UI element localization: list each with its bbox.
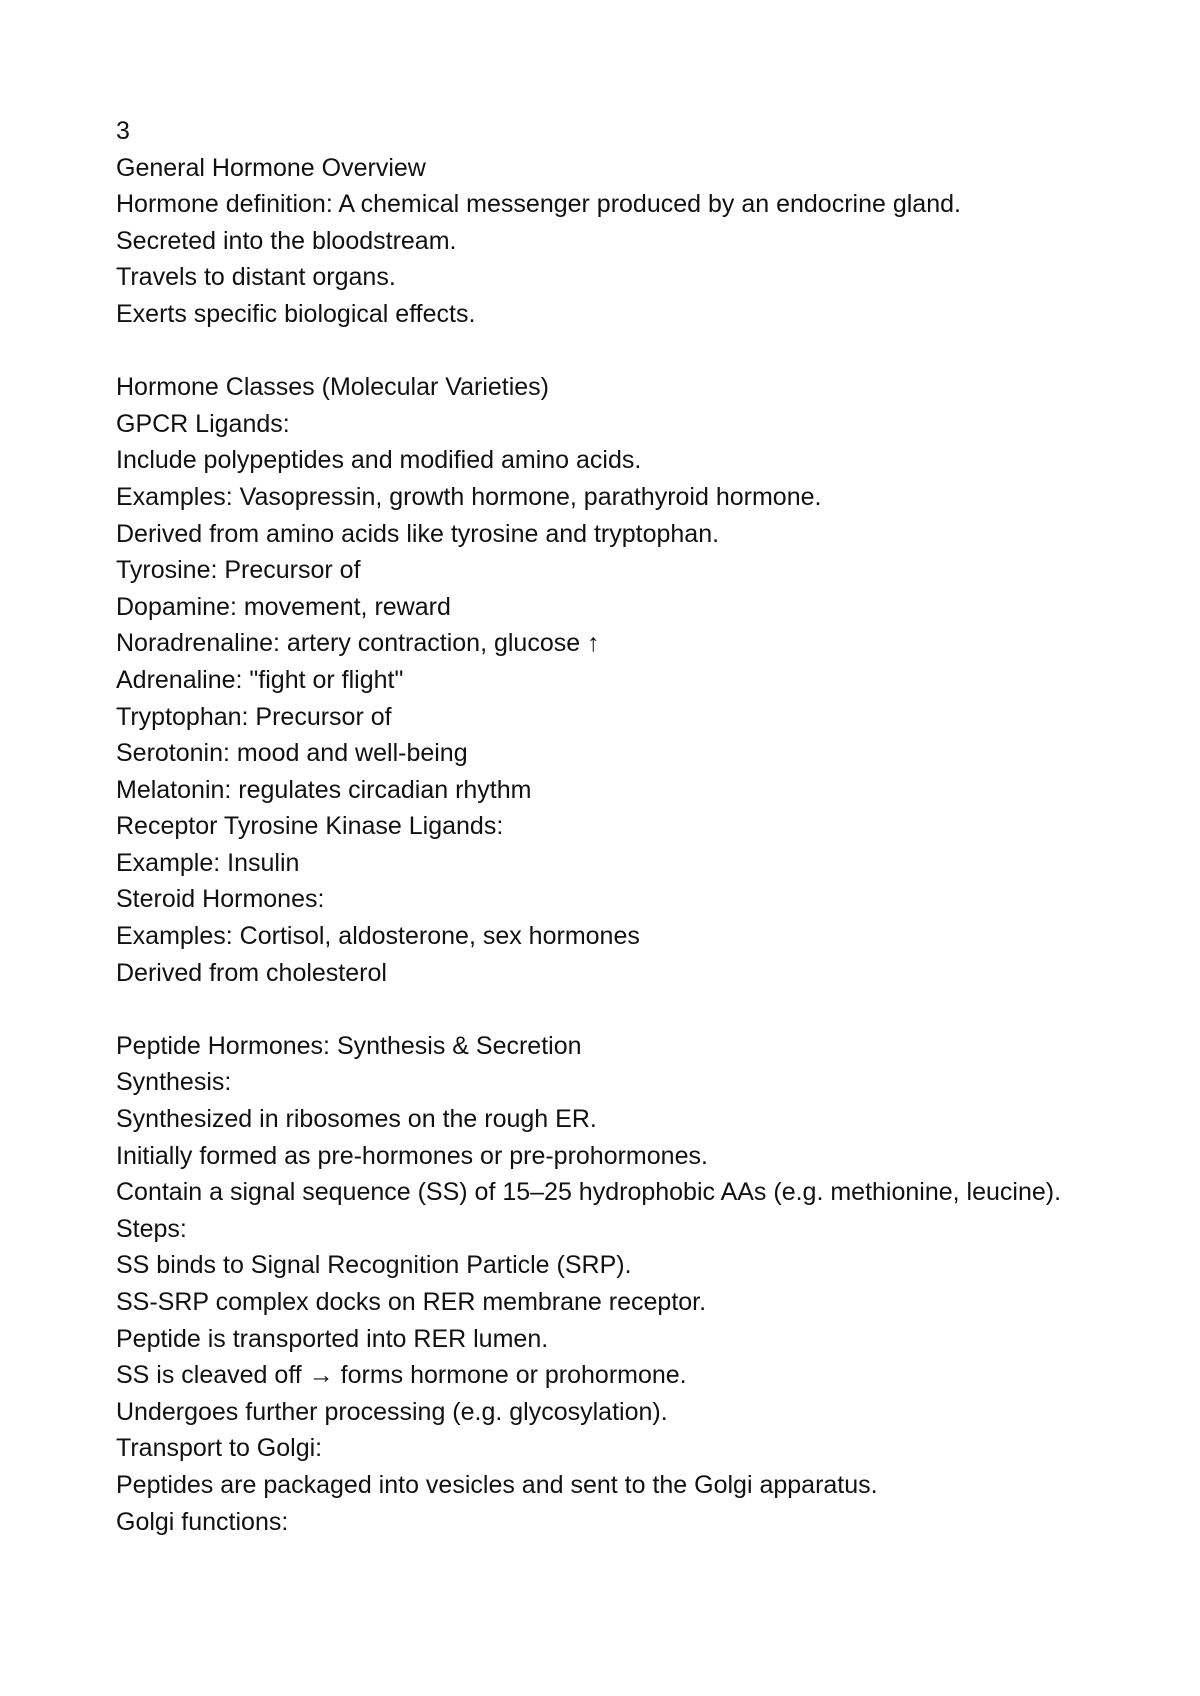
text-line: Noradrenaline: artery contraction, glucose ↑ xyxy=(116,629,600,658)
text-line: Melatonin: regulates circadian rhythm xyxy=(116,775,532,804)
text-line: Receptor Tyrosine Kinase Ligands: xyxy=(116,812,504,841)
text-line: Steroid Hormones: xyxy=(116,885,325,914)
text-line: Derived from cholesterol xyxy=(116,958,387,987)
section-heading-overview: General Hormone Overview xyxy=(116,153,426,182)
text-line: Transport to Golgi: xyxy=(116,1434,323,1463)
text-line: Examples: Cortisol, aldosterone, sex hormones xyxy=(116,922,640,951)
text-line: Peptide is transported into RER lumen. xyxy=(116,1324,549,1353)
text-line: Adrenaline: "fight or flight" xyxy=(116,665,404,694)
text-line: Synthesis: xyxy=(116,1068,232,1097)
text-line: Synthesized in ribosomes on the rough ER. xyxy=(116,1105,597,1134)
text-line: Undergoes further processing (e.g. glycosylation). xyxy=(116,1397,668,1426)
text-line: Dopamine: movement, reward xyxy=(116,592,451,621)
text-line: Tryptophan: Precursor of xyxy=(116,702,392,731)
text-line: Hormone definition: A chemical messenger produced by an endocrine gland. xyxy=(116,190,961,219)
text-line: Include polypeptides and modified amino acids. xyxy=(116,446,642,475)
section-heading-classes: Hormone Classes (Molecular Varieties) xyxy=(116,373,550,402)
text-line: Initially formed as pre-hormones or pre-prohormones. xyxy=(116,1141,708,1170)
text-line: Secreted into the bloodstream. xyxy=(116,226,457,255)
text-line: Derived from amino acids like tyrosine and tryptophan. xyxy=(116,519,720,548)
text-line: Contain a signal sequence (SS) of 15–25 hydrophobic AAs (e.g. methionine, leucine). xyxy=(116,1178,1062,1207)
text-line: Exerts specific biological effects. xyxy=(116,299,476,328)
text-line: SS-SRP complex docks on RER membrane receptor. xyxy=(116,1288,707,1316)
text-line: GPCR Ligands: xyxy=(116,409,290,438)
text-line: Serotonin: mood and well-being xyxy=(116,739,468,768)
document-body xyxy=(116,113,1096,1540)
text-line: Example: Insulin xyxy=(116,848,300,877)
text-line: SS binds to Signal Recognition Particle (SRP). xyxy=(116,1251,632,1280)
text-line: Tyrosine: Precursor of xyxy=(116,556,361,585)
page-number: 3 xyxy=(116,117,130,145)
text-line: Examples: Vasopressin, growth hormone, parathyroid hormone. xyxy=(116,482,822,511)
text-line: SS is cleaved off → forms hormone or prohormone. xyxy=(116,1361,687,1390)
text-line: Peptides are packaged into vesicles and sent to the Golgi apparatus. xyxy=(116,1470,878,1499)
text-line: Golgi functions: xyxy=(116,1507,289,1536)
paragraph-gap xyxy=(116,991,1096,1028)
section-heading-peptide: Peptide Hormones: Synthesis & Secretion xyxy=(116,1031,582,1060)
text-line: Steps: xyxy=(116,1214,187,1243)
paragraph-gap xyxy=(116,333,1096,370)
text-line: Travels to distant organs. xyxy=(116,263,396,292)
